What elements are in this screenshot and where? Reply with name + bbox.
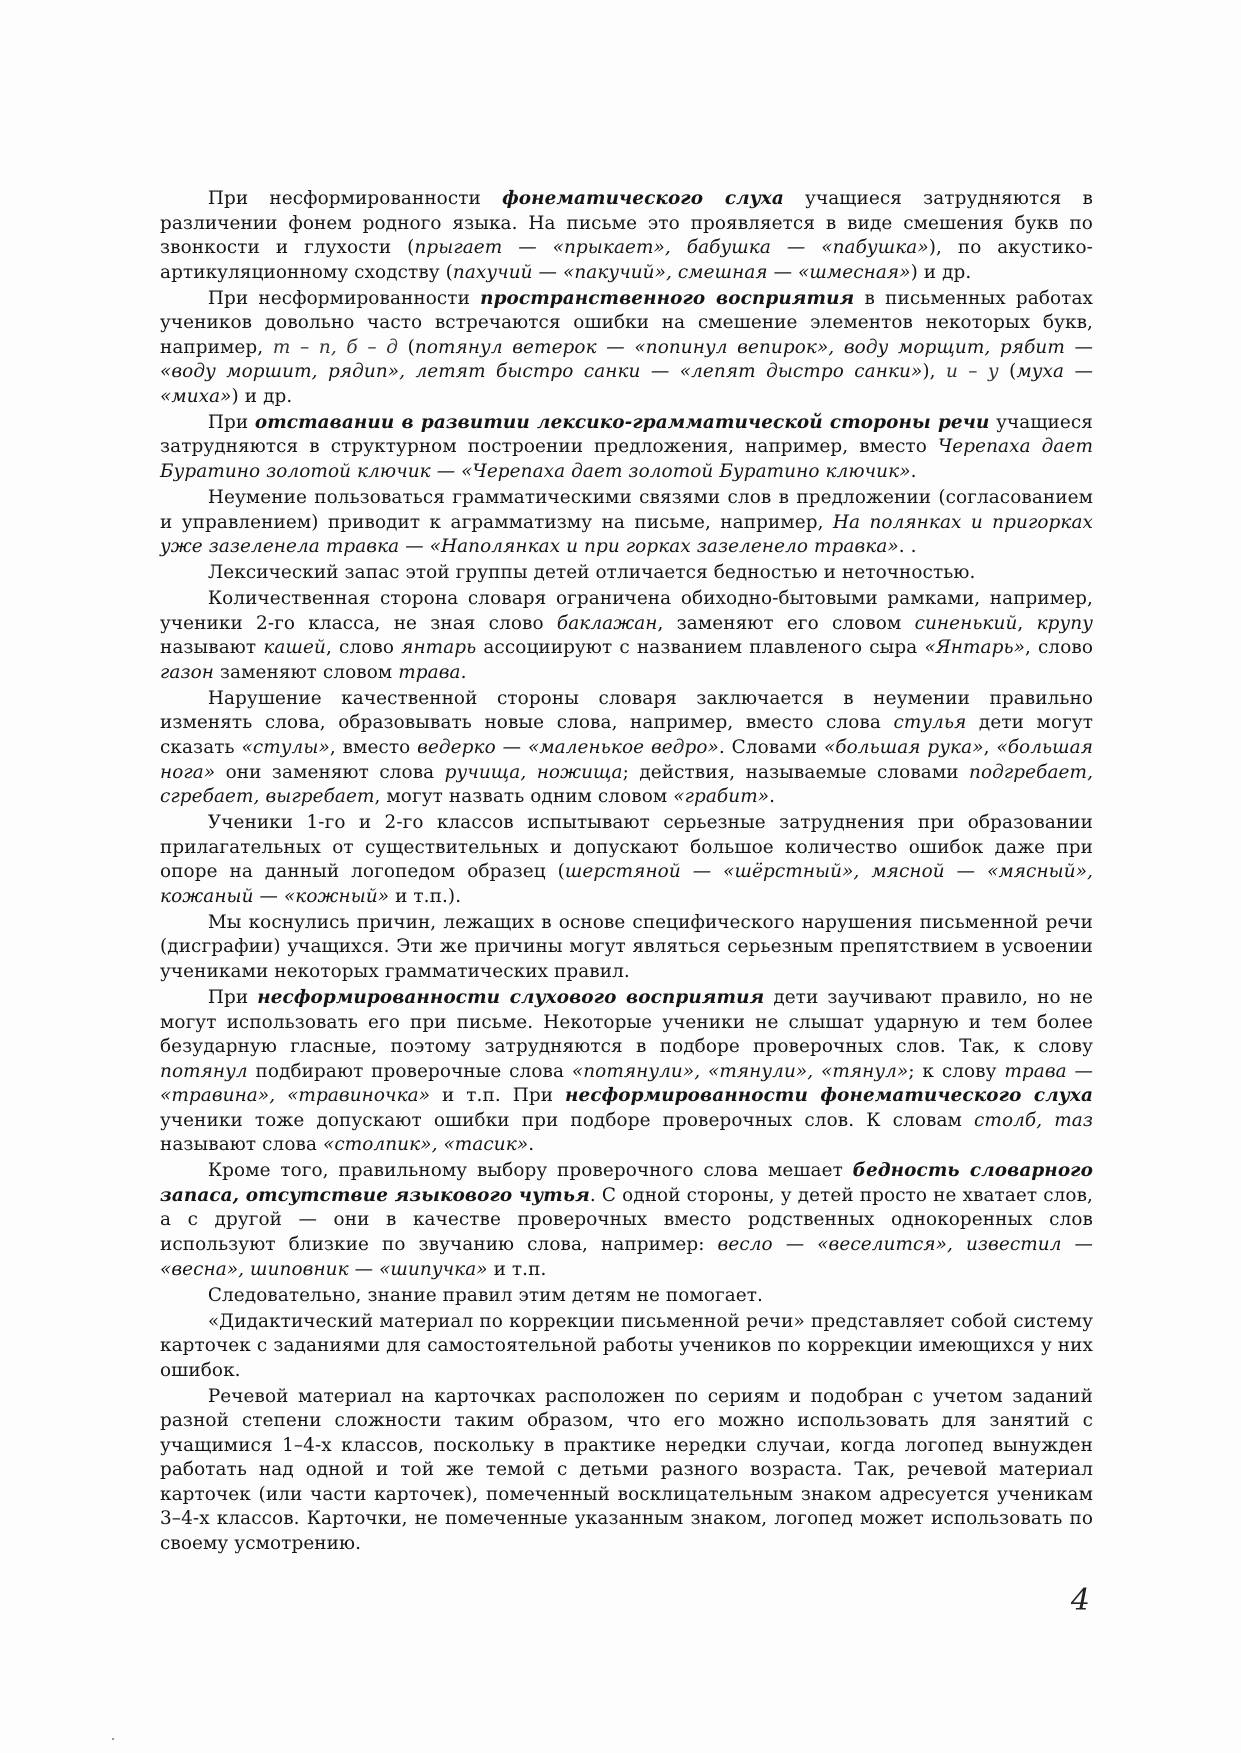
text-run: Ученики 1-го и 2-го классов испытывают серьезные затруднения при образовании прилагательных от существительных и допускают большое количество ошибок даже при опоре на данный логопедом образец (: [160, 812, 1093, 883]
text-run: ) и др.: [231, 385, 293, 407]
paragraph: [160, 911, 1093, 985]
example-text: крупу: [1036, 612, 1093, 634]
emphasis-term: несформированности фонематического слуха: [565, 1085, 1093, 1107]
text-run: в письменных работах учеников довольно часто встречаются ошибки на смешение элементов некоторых букв, например,: [160, 287, 1093, 358]
text-run: они заменяют слова: [215, 761, 445, 783]
text-run: ),: [922, 361, 946, 383]
text-run: (: [998, 361, 1017, 383]
example-text: пахучий — «пакучий», смешная — «шмесная»: [452, 261, 911, 283]
text-run: называют слова: [160, 1134, 323, 1156]
example-text: «большая нога»: [160, 737, 1093, 783]
text-run: «Дидактический материал по коррекции письменной речи» представляет собой систему карточек с заданиями для самостоятельной работы учеников по коррекции имеющихся у них ошибок.: [160, 1310, 1093, 1381]
paragraph: [160, 1159, 1093, 1282]
example-text: «большая рука»: [823, 737, 984, 759]
example-text: потянул: [160, 1060, 248, 1082]
text-run: .: [910, 461, 917, 483]
example-text: весло — «веселится», известил — «весна», шиповник — «шипучка»: [160, 1233, 1093, 1280]
emphasis-term: отставании в развитии лексико-грамматической стороны речи: [254, 411, 990, 433]
text-run: и т.п. При: [430, 1085, 566, 1107]
text-run: . С одной стороны, у детей просто не хватает слов, а с другой — они в качестве проверочных вместо родственных однокоренных слов используют близкие по звучанию слова, например:: [160, 1184, 1093, 1255]
text-run: ,: [1017, 612, 1037, 634]
paragraph: [160, 486, 1093, 560]
text-run: , вместо: [329, 737, 418, 759]
emphasis-term: фонематического слуха: [502, 188, 784, 209]
example-text: трава: [398, 661, 461, 683]
page-number: 4: [1070, 1583, 1090, 1618]
text-run: При несформированности: [207, 287, 481, 309]
example-text: газон: [160, 661, 214, 683]
paragraph: [160, 1284, 1093, 1309]
text-run: Лексический запас этой группы детей отличается бедностью и неточностью.: [207, 562, 976, 584]
text-run: Неумение пользоваться грамматическими связями слов в предложении (согласованием и управлением) приводит к аграмматизму на письме, например,: [160, 487, 1093, 533]
text-run: . Словами: [718, 737, 824, 759]
text-run: учащиеся затрудняются в структурном построении предложения, например, вместо: [160, 411, 1093, 458]
example-text: ведерко — «маленькое ведро»: [417, 737, 719, 759]
paragraph: [160, 1310, 1093, 1384]
text-run: дети заучивают правило, но не могут использовать его при письме. Некоторые ученики не слышат ударную и тем более безударную гласные, поэтому затрудняются в подборе проверочных слов. Так, к слову: [160, 987, 1093, 1058]
example-text: «столпик», «тасик»: [322, 1134, 529, 1156]
text-run: Количественная сторона словаря ограничена обиходно-бытовыми рамками, например, ученики 2-го класса, не зная слово: [160, 588, 1093, 634]
paragraph: [160, 411, 1093, 485]
text-run: .: [769, 786, 776, 808]
paragraph: [160, 986, 1093, 1158]
example-text: Черепаха дает Буратино золотой ключик — «Черепаха дает золотой Буратино ключик»: [160, 436, 1093, 483]
scan-speck: [112, 1738, 114, 1740]
example-text: трава — «травина», «травиночка»: [160, 1060, 1093, 1107]
text-run: заменяют словом: [213, 661, 399, 683]
example-text: кашей: [263, 637, 326, 659]
example-text: синенький: [914, 612, 1018, 634]
text-run: ученики тоже допускают ошибки при подборе проверочных слов. К словам: [160, 1109, 974, 1131]
text-run: ) и др.: [910, 261, 972, 283]
text-run: учащиеся затрудняются в различении фонем родного языка. На письме это проявляется в виде смешения букв по звонкости и глухости (: [160, 188, 1093, 259]
example-text: На полянках и пригорках уже зазеленела травка — «Наполянках и при горках зазеленело травка»: [160, 511, 1093, 558]
text-run: Нарушение качественной стороны словаря заключается в неумении правильно изменять слова, образовывать новые слова, например, вместо слова: [160, 687, 1093, 734]
text-run: .: [528, 1134, 535, 1156]
text-run: ), по акустико-артикуляционному сходству (: [160, 237, 1093, 283]
text-run: называют: [160, 637, 264, 659]
example-text: «потянули», «тянули», «тянул»: [571, 1060, 909, 1082]
text-run: дети могут сказать: [160, 712, 1094, 759]
paragraph: [160, 1385, 1093, 1557]
text-run: , слово: [325, 637, 402, 659]
emphasis-term: пространственного восприятия: [480, 287, 855, 309]
text-run: , могут назвать одним словом: [374, 786, 674, 808]
emphasis-term: несформированности слухового восприятия: [257, 987, 765, 1008]
text-run: Кроме того, правильному выбору проверочного слова мешает: [207, 1160, 853, 1182]
text-run: . .: [898, 536, 917, 558]
text-run: ; действия, называемые словами: [622, 761, 970, 783]
paragraph: [160, 687, 1093, 810]
paragraph: [160, 287, 1093, 410]
example-text: муха — «миха»: [160, 361, 1093, 407]
text-run: При несформированности: [207, 188, 503, 209]
text-run: и т.п.: [487, 1258, 547, 1280]
body-text: [160, 187, 1093, 1557]
emphasis-term: бедность словарного запаса, отсутствие языкового чутья: [160, 1160, 1093, 1206]
example-text: «Янтарь»: [924, 637, 1025, 659]
example-text: стулья: [893, 712, 967, 734]
text-run: ассоциируют с названием плавленого сыра: [476, 637, 925, 659]
example-text: шерстяной — «шёрстный», мясной — «мясный», кожаный — «кожный»: [160, 861, 1093, 907]
paragraph: [160, 561, 1093, 586]
example-text: подгребает, сгребает, выгребает: [160, 761, 1094, 808]
example-text: баклажан: [556, 612, 658, 634]
handwritten-letters: и – у: [945, 361, 999, 383]
text-run: и т.п.).: [389, 885, 462, 907]
paragraph: [160, 811, 1093, 909]
example-text: прыгает — «прыкает», бабушка — «пабушка»: [414, 237, 929, 259]
paragraph: [160, 187, 1093, 285]
text-run: Речевой материал на карточках расположен по сериям и подобран с учетом заданий разной степени сложности таким образом, что его можно использовать для занятий с учащимися 1–4-х классов, поскольку в практике нередки случаи, когда логопед вынужден работать над одной и той же темой с детьми разного возраста. Так, речевой материал карточек (или части карточек), помеченный восклицательным знаком адресуется ученикам 3–4-х классов. Карточки, не помеченные указанным знаком, логопед может использовать по своему усмотрению.: [160, 1385, 1093, 1555]
text-run: Мы коснулись причин, лежащих в основе специфического нарушения письменной речи (дисграфии) учащихся. Эти же причины могут являться серьезным препятствием в усвоении учениками некоторых грамматических правил.: [160, 911, 1093, 982]
example-text: «грабит»: [673, 786, 770, 808]
text-run: подбирают проверочные слова: [247, 1060, 572, 1082]
example-text: потянул ветерок — «попинул вепирок», воду морщит, рябит — «воду моршит, рядип», летят быстро санки — «лепят дыстро санки»: [160, 336, 1093, 383]
handwritten-letters: т – п, б – д: [272, 336, 399, 358]
text-run: При: [207, 411, 255, 433]
text-run: ,: [983, 737, 997, 759]
example-text: «стулы»: [241, 737, 330, 759]
text-run: , слово: [1024, 637, 1094, 659]
text-run: .: [460, 661, 467, 683]
text-run: При: [207, 987, 258, 1008]
text-run: , заменяют его словом: [657, 612, 915, 634]
example-text: ручища, ножища: [444, 761, 623, 783]
text-run: ; к слову: [908, 1060, 1005, 1082]
example-text: янтарь: [401, 637, 477, 659]
text-run: Следовательно, знание правил этим детям не помогает.: [207, 1284, 763, 1306]
text-run: (: [398, 336, 415, 358]
paragraph: [160, 587, 1093, 685]
example-text: столб, таз: [974, 1109, 1093, 1131]
